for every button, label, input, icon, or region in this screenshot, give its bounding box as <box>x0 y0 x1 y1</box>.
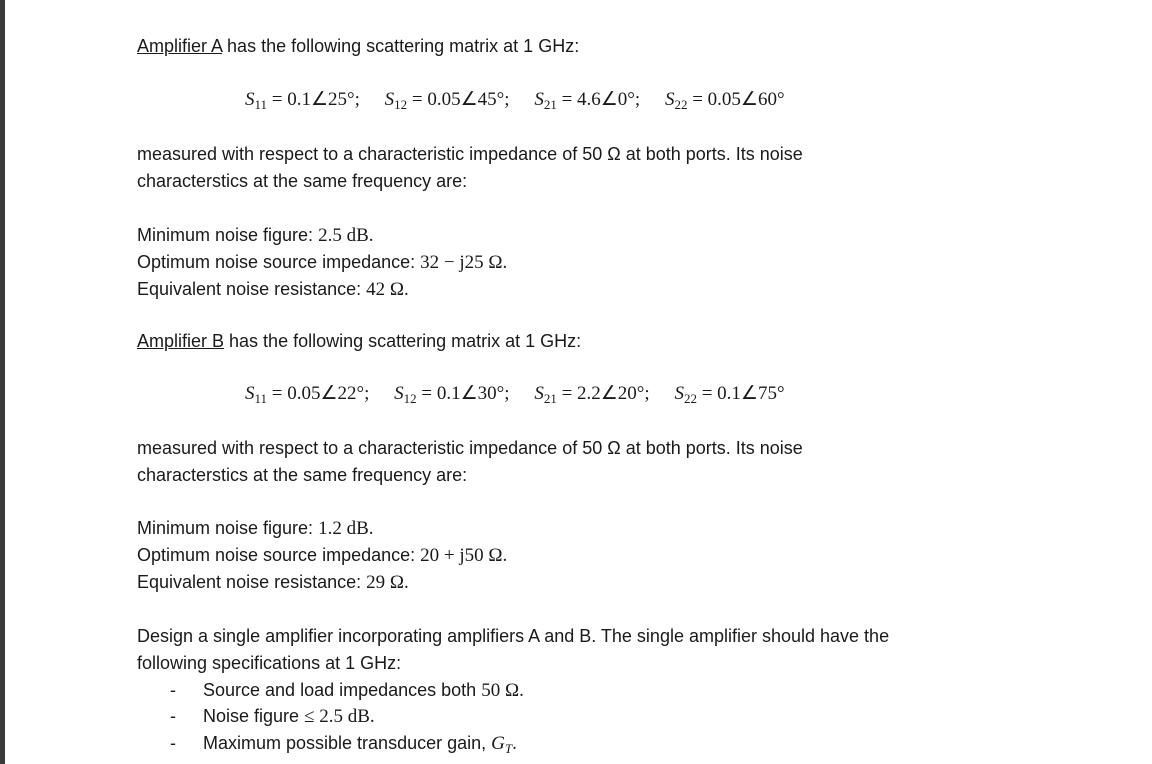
amp-b-s-params <box>245 383 805 410</box>
s12: $S_{12}$ = 0.05∠45°; <box>384 89 510 112</box>
amp-b-rn: Equivalent noise resistance: 29 Ω. <box>137 572 409 593</box>
s21: $S_{21}$ = 2.2∠20°; <box>534 383 650 406</box>
s11: $S_{11}$ = 0.05∠22°; <box>245 383 370 406</box>
amp-a-measured-1: measured with respect to a characteristic impedance of 50 Ω at both ports. Its noise <box>137 144 803 164</box>
amp-b-measured-2: characterstics at the same frequency are: <box>137 465 468 485</box>
design-line-2: following specifications at 1 GHz: <box>137 653 402 673</box>
amp-a-intro-text: has the following scattering matrix at 1 GHz: <box>222 36 580 56</box>
s22: $S_{22}$ = 0.1∠75° <box>674 383 785 406</box>
amp-a-measured-2: characterstics at the same frequency are: <box>137 171 468 191</box>
amp-b-name: Amplifier B <box>137 331 225 351</box>
spec-item: - Maximum possible transducer gain, $G_T$. <box>170 733 517 756</box>
s22: $S_{22}$ = 0.05∠60° <box>664 89 785 112</box>
s11: $S_{11}$ = 0.1∠25°; <box>245 89 360 112</box>
spec-item: - Source and load impedances both 50 Ω. <box>170 680 524 701</box>
window-edge <box>0 0 5 764</box>
amp-b-zopt: Optimum noise source impedance: 20 + j50 Ω. <box>137 545 508 566</box>
amp-a-rn: Equivalent noise resistance: 42 Ω. <box>137 279 409 300</box>
s12: $S_{12}$ = 0.1∠30°; <box>394 383 510 406</box>
s21: $S_{21}$ = 4.6∠0°; <box>534 89 641 112</box>
amp-b-intro-text: has the following scattering matrix at 1 GHz: <box>224 331 582 351</box>
spec-item: - Noise figure ≤ 2.5 dB. <box>170 706 375 727</box>
design-line-1: Design a single amplifier incorporating amplifiers A and B. The single amplifier should have the <box>137 626 890 646</box>
amp-a-s-params <box>245 89 805 116</box>
amp-a-name: Amplifier A <box>137 36 223 56</box>
amp-a-zopt: Optimum noise source impedance: 32 − j25 Ω. <box>137 252 508 273</box>
amp-a-nf: Minimum noise figure: 2.5 dB. <box>137 225 374 246</box>
amp-b-intro <box>137 330 581 352</box>
amp-a-intro <box>137 35 579 57</box>
amp-b-measured-1: measured with respect to a characteristic impedance of 50 Ω at both ports. Its noise <box>137 438 803 458</box>
amp-b-nf: Minimum noise figure: 1.2 dB. <box>137 518 374 539</box>
